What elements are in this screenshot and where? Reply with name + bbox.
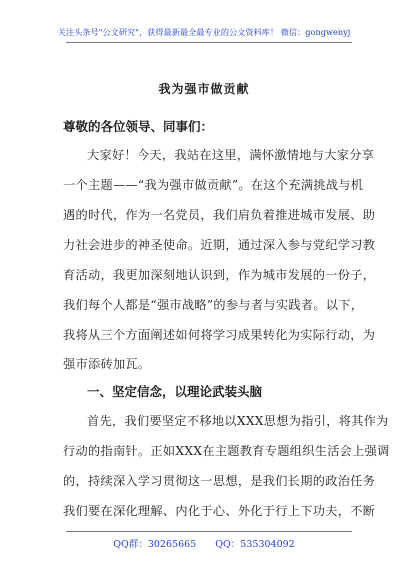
paragraph-line: 力社会进步的神圣使命。近期，通过深入参与党纪学习教	[63, 238, 376, 252]
footer-contact	[0, 536, 408, 550]
footer-divider	[66, 531, 352, 532]
paragraph-line: 的，持续深入学习贯彻这一思想，是我们长期的政治任务	[63, 474, 376, 488]
paragraph-line: 首先，我们要坚定不移地以XXX思想为指引，将其作为	[87, 414, 389, 428]
paragraph-line: 一个主题——“我为强市做贡献”。在这个充满挑战与机	[63, 178, 364, 192]
paragraph-line: 大家好！今天，我站在这里，满怀激情地与大家分享	[87, 148, 375, 162]
paragraph-line: 强市添砖加瓦。	[63, 357, 151, 371]
paragraph-line: 我将从三个方面阐述如何将学习成果转化为实际行动，为	[63, 328, 376, 342]
qq-number-text: QQ：535304092	[215, 539, 295, 550]
promo-banner: 关注头条号"公文研究"，获得最新最全最专业的公文资料库！ 微信：gongwenyj	[57, 27, 351, 37]
document-title: 我为强市做贡献	[158, 82, 250, 96]
qq-group-text: QQ群：30265665	[113, 539, 197, 550]
paragraph-line: 育活动，我更加深刻地认识到，作为城市发展的一份子，	[63, 268, 376, 282]
salutation: 尊敬的各位领导、同事们：	[63, 119, 214, 134]
paragraph-line: 行动的指南针。正如XXX在主题教育专题组织生活会上强调	[63, 444, 390, 458]
paragraph-line: 遇的时代，作为一名党员，我们肩负着推进城市发展、助	[63, 208, 376, 222]
paragraph-line: 我们每个人都是“强市战略”的参与者与实践者。以下，	[63, 298, 364, 312]
section-heading: 一、坚定信念，以理论武装头脑	[87, 384, 263, 399]
header-divider	[66, 42, 352, 43]
paragraph-line: 我们要在深化理解、内化于心、外化于行上下功夫，不断	[63, 504, 376, 518]
